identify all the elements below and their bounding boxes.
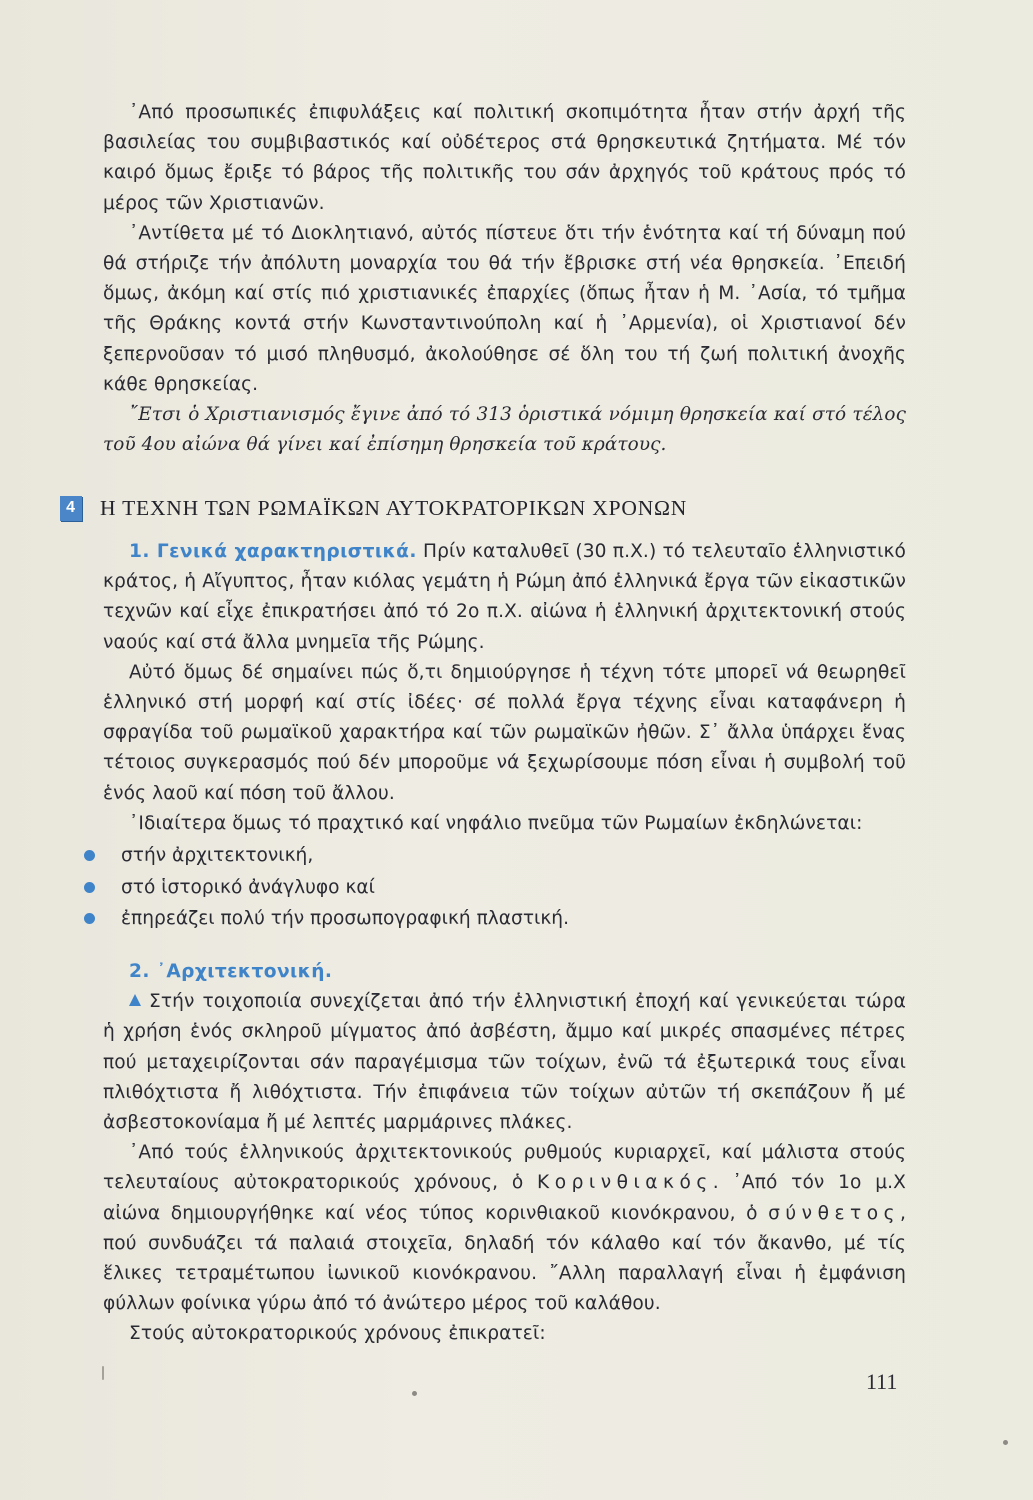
subsection-general (103, 537, 906, 839)
paragraph-text: . ᾿Από τόν 1ο μ.Χ αἰώνα δημιουργήθηκε καί νέος τύπος κορινθιακοῦ κιονόκρανου, ὁ (103, 1172, 906, 1224)
bullet-icon (84, 882, 95, 893)
paragraph: ᾿Από προσωπικές ἐπιφυλάξεις καί πολιτική σκοπιμότητα ἦταν στήν ἀρχή τῆς βασιλείας του συμβιβαστικός καί οὐδέτερος στά θρησκευτικά ζητήματα. Μέ τόν καιρό ὅμως ἔριξε τό βάρος τῆς πολιτικῆς του σάν ἀρχηγός τοῦ κράτους πρός τό μέρος τῶν Χριστιανῶν. (103, 102, 906, 214)
paragraph-text: Πρίν καταλυθεῖ (30 π.Χ.) τό τελευταῖο ἑλληνιστικό κράτος, ἡ Αἴγυπτος, ἦταν κιόλας γεμάτη ἡ Ρώμη ἀπό ἑλληνικά ἔργα τῶν εἰκαστικῶν τεχνῶν καί εἶχε ἐπικρατήσει ἀπό τό 2ο π.Χ. αἰώνα ἡ ἑλληνική ἀρχιτεκτονική στούς ναούς καί στά ἄλλα μνημεῖα τῆς Ρώμης. (103, 541, 907, 653)
list-item (84, 903, 904, 935)
paragraph (103, 537, 906, 658)
bullet-icon (84, 913, 95, 924)
paragraph (103, 987, 906, 1138)
paragraph-text: Στήν τοιχοποιία συνεχίζεται ἀπό τήν ἑλληνιστική ἐποχή καί γενικεύεται τώρα ἡ χρήση ἑνός σκληροῦ μίγματος ἀπό ἀσβέστη, ἄμμο καί μικρές σπασμένες πέτρες πού μεταχειρίζονται σάν παραγέμισμα τῶν τοίχων, ἐνῶ τά ἐξωτερικά τους εἶναι πλιθόχτιστα ἤ λιθόχτιστα. Τήν ἐπιφάνεια τῶν τοίχων αὐτῶν τή σκεπάζουν ἤ μέ ἀσβεστοκονίαμα ἤ μέ λεπτές μαρμάρινες πλάκες. (103, 991, 906, 1134)
section-title: Η ΤΕΧΝΗ ΤΩΝ ΡΩΜΑΪΚΩΝ ΑΥΤΟΚΡΑΤΟΡΙΚΩΝ ΧΡΟΝΩΝ (100, 495, 688, 520)
section-number-badge: 4 (60, 496, 82, 521)
intro-text (103, 98, 906, 460)
paragraph: Στούς αὐτοκρατορικούς χρόνους ἐπικρατεῖ: (129, 1323, 546, 1345)
scan-speck (412, 1391, 417, 1396)
bullet-icon (84, 850, 95, 861)
list-item (84, 840, 904, 872)
subsection-heading-line (103, 957, 906, 987)
list-item (84, 872, 904, 904)
paragraph-text: , πού συνδυάζει τά παλαιά στοιχεῖα, δηλαδή τόν κάλαθο καί τόν ἄκανθο, μέ τίς ἕλικες τετραμέτωπου ἰωνικοῦ κιονόκρανου. ῎Αλλη παραλλαγή εἶναι ἡ ἐμφάνιση φύλλων φοίνικα γύρω ἀπό τό ἀνώτερο μέρος τοῦ καλάθου. (103, 1202, 906, 1315)
scan-mark (102, 1366, 104, 1380)
paragraph: Αὐτό ὅμως δέ σημαίνει πώς ὅ,τι δημιούργησε ἡ τέχνη τότε μπορεῖ νά θεωρηθεῖ ἑλληνικό στή μορφή καί στίς ἰδέες· σέ πολλά ἔργα τέχνης εἶναι καταφάνερη ἡ σφραγίδα τοῦ ρωμαϊκοῦ χαρακτήρα καί τῶν ρωμαϊκῶν ἠθῶν. Σ᾿ ἄλλα ὑπάρχει ἕνας τέτοιος συγκερασμός πού δέν μποροῦμε νά ξεχωρίσουμε πόση εἶναι ἡ συμβολή τοῦ ἑνός λαοῦ καί πόση τοῦ ἄλλου. (103, 661, 906, 804)
triangle-marker-icon (129, 994, 141, 1006)
list-item-text: στό ἱστορικό ἀνάγλυφο καί (121, 876, 375, 898)
scan-speck (1003, 1440, 1008, 1445)
paragraph-text: ᾿Από τούς ἑλληνικούς ἀρχιτεκτονικούς ρυθμούς κυριαρχεῖ, καί μάλιστα στούς τελευταίους αὐτοκρατορικούς χρόνους, ὁ (103, 1142, 906, 1194)
subsection-heading: 2. ᾿Αρχιτεκτονική. (129, 961, 333, 982)
subsection-architecture (103, 957, 906, 1350)
italic-paragraph: ῎Ετσι ὁ Χριστιανισμός ἔγινε ἀπό τό 313 ὁριστικά νόμιμη θρησκεία καί στό τέλος τοῦ 4ου αἰώνα θά γίνει καί ἐπίσημη θρησκεία τοῦ κράτους. (103, 404, 906, 456)
spaced-term: Κορινθιακός (537, 1172, 713, 1194)
paragraph: ᾿Ιδιαίτερα ὅμως τό πραχτικό καί νηφάλιο πνεῦμα τῶν Ρωμαίων ἐκδηλώνεται: (129, 812, 863, 834)
list-item-text: στήν ἀρχιτεκτονική, (121, 845, 314, 866)
spaced-term: σύνθετος (768, 1202, 900, 1224)
subsection-heading: 1. Γενικά χαρακτηριστικά. (129, 541, 417, 562)
paragraph (103, 1138, 906, 1319)
page-number: 111 (866, 1369, 898, 1394)
bullet-list (84, 840, 904, 935)
section-heading (60, 493, 920, 523)
list-item-text: ἐπηρεάζει πολύ τήν προσωπογραφική πλαστική. (121, 908, 569, 929)
paragraph: ᾿Αντίθετα μέ τό Διοκλητιανό, αὐτός πίστευε ὅτι τήν ἑνότητα καί τή δύναμη πού θά στήριζε τήν ἀπόλυτη μοναρχία του θά τήν ἔβρισκε στή νέα θρησκεία. ᾿Επειδή ὅμως, ἀκόμη καί στίς πιό χριστιανικές ἐπαρχίες (ὅπως ἦταν ἡ Μ. ᾿Ασία, τό τμῆμα τῆς Θράκης κοντά στήν Κωνσταντινούπολη καί ἡ ᾿Αρμενία), οἱ Χριστιανοί δέν ξεπερνοῦσαν τό μισό πληθυσμό, ἀκολούθησε σέ ὅλη του τή ζωή πολιτική ἀνοχῆς κάθε θρησκείας. (103, 222, 906, 395)
